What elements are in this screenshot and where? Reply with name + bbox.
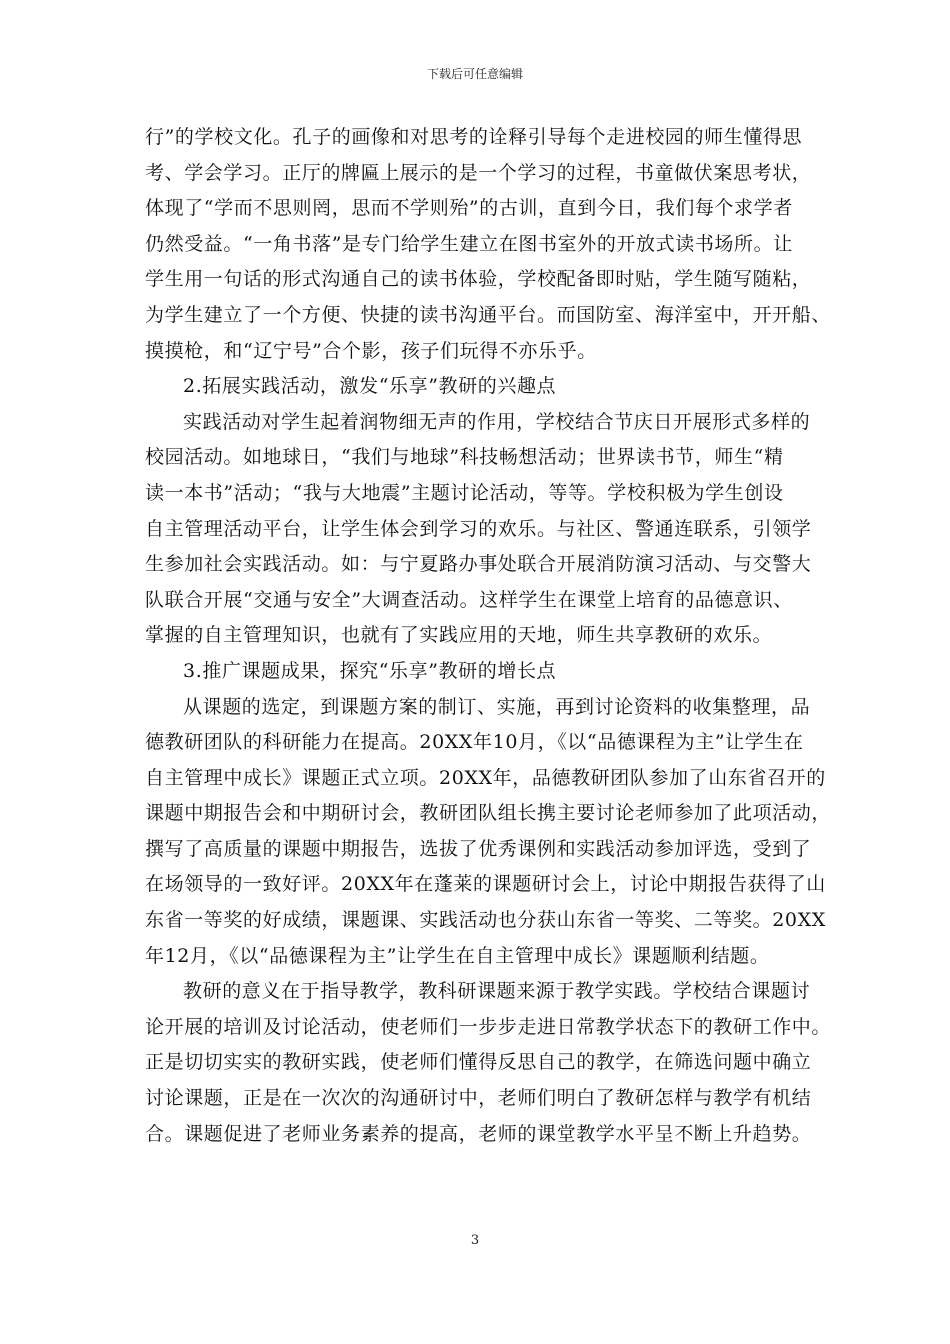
text-line: 德教研团队的科研能力在提高。20XX年10月，《以“品德课程为主”让学生在 [145, 731, 804, 754]
text-line: 东省一等奖的好成绩，课题课、实践活动也分获山东省一等奖、二等奖。20XX [145, 909, 826, 932]
text-line: 论开展的培训及讨论活动，使老师们一步步走进日常教学状态下的教研工作中。 [145, 1015, 832, 1038]
text-line: 队联合开展“交通与安全”大调查活动。这样学生在课堂上培育的品德意识、 [145, 588, 793, 611]
text-line: 从课题的选定，到课题方案的制订、实施，再到讨论资料的收集整理，品 [183, 695, 811, 718]
text-line: 自主管理活动平台，让学生体会到学习的欢乐。与社区、警通连联系，引领学 [145, 517, 812, 540]
text-line: 自主管理中成长》课题正式立项。20XX年，品德教研团队参加了山东省召开的 [145, 766, 826, 789]
section-heading: 2.拓展实践活动，激发“乐享”教研的兴趣点 [183, 375, 557, 398]
document-body [145, 120, 832, 1152]
page-header: 下载后可任意编辑 [426, 67, 523, 81]
text-line: 课题中期报告会和中期研讨会，教研团队组长携主要讨论老师参加了此项活动， [145, 802, 832, 825]
text-line: 为学生建立了一个方便、快捷的读书沟通平台。而国防室、海洋室中，开开船、 [145, 303, 832, 326]
text-line: 合。课题促进了老师业务素养的提高，老师的课堂教学水平呈不断上升趋势。 [145, 1122, 812, 1145]
text-line: 体现了“学而不思则罔，思而不学则殆”的古训，直到今日，我们每个求学者 [145, 197, 793, 220]
text-line: 读一本书”活动；“我与大地震”主题讨论活动，等等。学校积极为学生创设 [145, 481, 784, 504]
text-line: 校园活动。如地球日，“我们与地球”科技畅想活动；世界读书节，师生“精 [145, 446, 784, 469]
page-number: 3 [470, 1233, 480, 1248]
text-line: 掌握的自主管理知识，也就有了实践应用的天地，师生共享教研的欢乐。 [145, 624, 773, 647]
section-heading: 3.推广课题成果，探究“乐享”教研的增长点 [183, 659, 557, 682]
text-line: 考、学会学习。正厅的牌匾上展示的是一个学习的过程，书童做伏案思考状， [145, 161, 812, 184]
text-line: 实践活动对学生起着润物细无声的作用，学校结合节庆日开展形式多样的 [183, 410, 811, 433]
text-line: 教研的意义在于指导教学，教科研课题来源于教学实践。学校结合课题讨 [183, 980, 811, 1003]
text-line: 生参加社会实践活动。如：与宁夏路办事处联合开展消防演习活动、与交警大 [145, 553, 812, 576]
text-line: 正是切切实实的教研实践，使老师们懂得反思自己的教学，在筛选问题中确立 [145, 1051, 812, 1074]
text-line: 学生用一句话的形式沟通自己的读书体验，学校配备即时贴，学生随写随粘， [145, 268, 812, 291]
text-line: 讨论课题，正是在一次次的沟通研讨中，老师们明白了教研怎样与教学有机结 [145, 1087, 812, 1110]
text-line: 在场领导的一致好评。20XX年在蓬莱的课题研讨会上，讨论中期报告获得了山 [145, 873, 826, 896]
text-line: 摸摸枪，和“辽宁号”合个影，孩子们玩得不亦乐乎。 [145, 339, 597, 362]
text-line: 行”的学校文化。孔子的画像和对思考的诠释引导每个走进校园的师生懂得思 [145, 126, 803, 148]
text-line: 撰写了高质量的课题中期报告，选拔了优秀课例和实践活动参加评选，受到了 [145, 837, 812, 860]
text-line: 仍然受益。“一角书落”是专门给学生建立在图书室外的开放式读书场所。让 [145, 232, 793, 255]
text-line: 年12月，《以“品德课程为主”让学生在自主管理中成长》课题顺利结题。 [145, 944, 770, 967]
